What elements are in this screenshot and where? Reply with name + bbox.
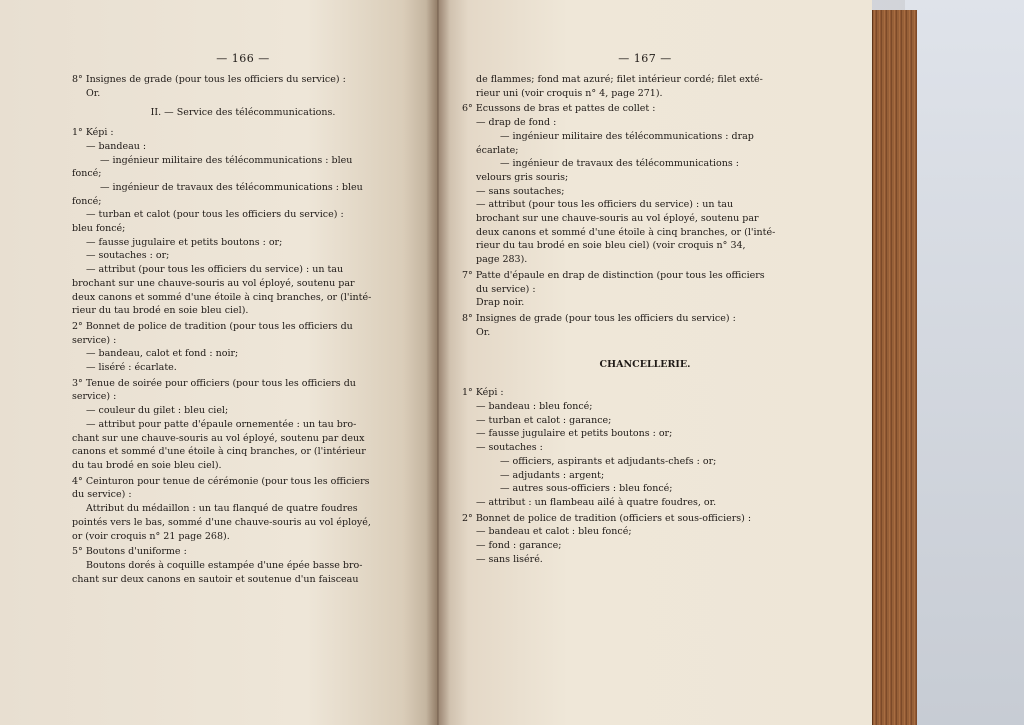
text-line: 1° Képi : (72, 127, 114, 139)
text-line: service) : (72, 334, 117, 346)
text-line: Or. (86, 87, 101, 99)
text-line: chant sur une chauve-souris au vol éployé, soutenu par deux (72, 432, 365, 444)
text-line: rieur du tau brodé en soie bleu ciel) (voir croquis n° 34, (476, 240, 746, 252)
text-line: II. — Service des télécommunications. (150, 107, 336, 119)
text-line: or (voir croquis n° 21 page 268). (72, 530, 230, 542)
text-line: rieur uni (voir croquis n° 4, page 271). (476, 87, 663, 99)
text-line: — couleur du gilet : bleu ciel; (86, 405, 229, 417)
text-line: — ingénieur de travaux des télécommunications : bleu (100, 181, 363, 193)
text-line: de flammes; fond mat azuré; filet intérieur cordé; filet exté- (476, 74, 763, 85)
text-line: foncé; (72, 168, 102, 180)
text-line: — attribut (pour tous les officiers du service) : un tau (476, 199, 734, 211)
text-line: — turban et calot (pour tous les officiers du service) : (86, 209, 344, 221)
section-title: CHANCELLERIE. (599, 359, 691, 371)
text-line: — ingénieur de travaux des télécommunications : (500, 158, 739, 170)
left-page (0, 0, 438, 725)
right-page-text-top (462, 73, 828, 339)
text-line: 6° Ecussons de bras et pattes de collet : (462, 103, 656, 115)
page-number-left: — 166 — (216, 52, 270, 65)
text-line: 5° Boutons d'uniforme : (72, 546, 187, 558)
text-line: — soutaches : (476, 442, 543, 454)
text-line: — ingénieur militaire des télécommunications : bleu (100, 154, 353, 166)
text-line: rieur du tau brodé en soie bleu ciel). (72, 305, 249, 317)
table-surface (905, 0, 1024, 725)
text-line: 8° Insignes de grade (pour tous les officiers du service) : (72, 74, 346, 85)
left-page-text (72, 73, 414, 586)
text-line: — attribut (pour tous les officiers du service) : un tau (86, 264, 344, 276)
text-line: — bandeau : (86, 140, 147, 152)
text-line: — sans soutaches; (476, 185, 565, 197)
text-line: 7° Patte d'épaule en drap de distinction (pour tous les officiers (462, 269, 765, 281)
text-line: Boutons dorés à coquille estampée d'une épée basse bro- (86, 559, 363, 571)
text-line: — adjudants : argent; (500, 469, 605, 481)
text-line: service) : (72, 391, 117, 403)
text-line: Attribut du médaillon : un tau flanqué de quatre foudres (86, 503, 358, 515)
text-line: 3° Tenue de soirée pour officiers (pour tous les officiers du (72, 377, 356, 389)
text-line: du tau brodé en soie bleu ciel). (72, 459, 222, 471)
text-line: — fausse jugulaire et petits boutons : or; (476, 428, 673, 440)
text-line: brochant sur une chauve-souris au vol éployé, soutenu par (476, 213, 759, 225)
text-line: — attribut pour patte d'épaule ornementée : un tau bro- (86, 418, 357, 430)
text-line: bleu foncé; (72, 223, 126, 235)
text-line: — fausse jugulaire et petits boutons : or; (86, 236, 283, 248)
text-line: page 283). (476, 254, 528, 266)
right-page (438, 0, 872, 725)
text-line: du service) : (476, 283, 536, 295)
text-line: — turban et calot : garance; (476, 414, 612, 426)
text-line: Drap noir. (476, 297, 525, 309)
page-edges (872, 10, 917, 725)
text-line: canons et sommé d'une étoile à cinq branches, or (l'intérieur (72, 446, 366, 458)
text-line: 8° Insignes de grade (pour tous les officiers du service) : (462, 312, 736, 324)
text-line: foncé; (72, 195, 102, 207)
text-line: — drap de fond : (476, 117, 557, 129)
text-line: — bandeau, calot et fond : noir; (86, 348, 239, 360)
text-line: — bandeau : bleu foncé; (476, 401, 593, 413)
text-line: — fond : garance; (476, 540, 562, 552)
text-line: — soutaches : or; (86, 250, 170, 262)
right-page-text-bottom (462, 386, 828, 566)
text-line: — attribut : un flambeau ailé à quatre foudres, or. (476, 496, 717, 508)
text-line: — bandeau et calot : bleu foncé; (476, 526, 632, 538)
text-line: velours gris souris; (476, 171, 569, 183)
text-line: Or. (476, 326, 491, 338)
text-line: — ingénieur militaire des télécommunications : drap (500, 130, 754, 142)
text-line: du service) : (72, 489, 132, 501)
text-line: deux canons et sommé d'une étoile à cinq branches, or (l'inté- (72, 291, 372, 303)
text-line: — liséré : écarlate. (86, 362, 177, 374)
text-line: — sans liséré. (476, 553, 543, 565)
text-line: chant sur deux canons en sautoir et soutenue d'un faisceau (72, 573, 359, 585)
text-line: — officiers, aspirants et adjudants-chefs : or; (500, 455, 717, 467)
text-line: 2° Bonnet de police de tradition (pour tous les officiers du (72, 320, 353, 332)
text-line: 2° Bonnet de police de tradition (officiers et sous-officiers) : (462, 512, 752, 524)
text-line: deux canons et sommé d'une étoile à cinq branches, or (l'inté- (476, 226, 776, 238)
text-line: — autres sous-officiers : bleu foncé; (500, 483, 673, 495)
text-line: 1° Képi : (462, 387, 504, 399)
page-number-right: — 167 — (618, 52, 672, 65)
text-line: pointés vers le bas, sommé d'une chauve-souris au vol éployé, (72, 516, 371, 528)
text-line: écarlate; (476, 144, 519, 156)
text-line: brochant sur une chauve-souris au vol éployé, soutenu par (72, 277, 355, 289)
text-line: 4° Ceinturon pour tenue de cérémonie (pour tous les officiers (72, 475, 370, 487)
